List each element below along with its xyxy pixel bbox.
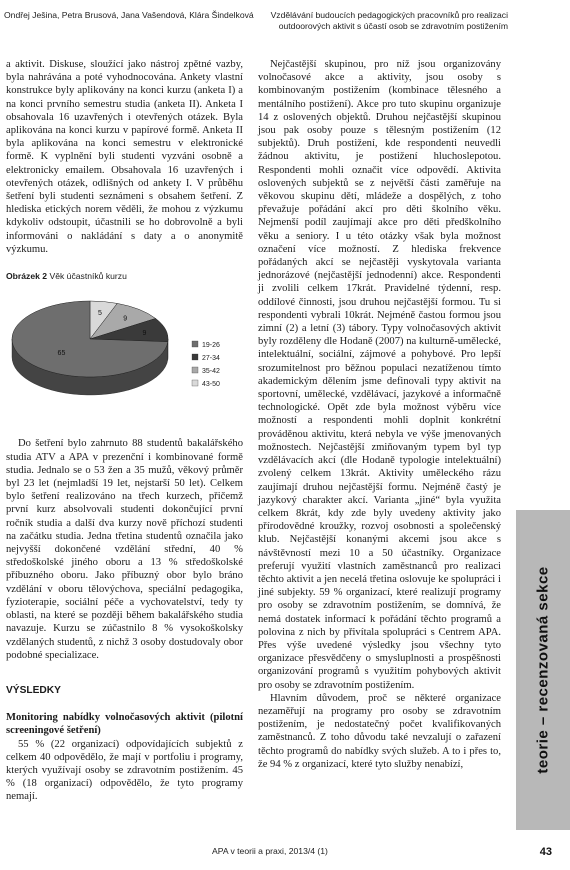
right-paragraph-1: Nejčastější skupinou, pro níž jsou organizovány volnočasové akce a aktivity, jsou osoby s kombinovaným postižením (kombinace tělesného a mentálního postižení). Akce pro tuto skupinu organizuje 14 z oslovených objektů. Druhou nejčastější skupinou jsou pak osoby pouze s tělesným postižením (12 subjektů). Druh postižení, kde respondenti neuvedli žádnou aktivitu, je postižení hluchoslepotou. Respondenti mohli označit více odpovědí. Aktivita oslovených subjektů se z největší části zaměřuje na věkovou skupinu dětí, mládeže a dospělých, z toho převažuje pořádání akcí pro děti školního věku. Nejmenší podíl zaujímají akce pro děti předškolního věku a seniory. I u této otázky však byla možnost označení více možností. Z hlediska frekvence pořádaných akcí se nejčastěji vyskytovala varianta jednorázové (nejčastější jednodenní) akce. Respondenti ji zvolili celkem 17krát. Pravidelné týdenní, resp. oddílové činnosti, jsou druhou nejčastější formou. Tu si respondenti vybrali 10krát. Nejméně častou formou jsou zimní (2) a letní (3) tábory. Typy volnočasových aktivit byly rozděleny dle Hodaně (2007) na kulturně-umělecké, intelektuální, sociální, zájmové a pohybové. Pro lepší srozumitelnost pro běžnou populaci nezatíženou tímto akademickým dělením jsme definovali typy aktivit na sportovní, umělecké, vzdělávací, jazykové a informačně technologické. Opět zde byla možnost výběru více možností a respondenti mohli doplnit konkrétní prováděnou aktivitu, která nebyla ve výše jmenovaných možnostech. Nejčastější zmiňovaným typem byl typ vzdělávacích akcí (dle Hodaně typologie intelektuální) zvolený celkem 13krát. Aktivity uměleckého rázu zaujímají druhou nejčastější formu. Nejméně častý je jazykový charakter akcí. Varianta „jiné“ byla využita celkem 8krát, kdy zde byly uvedeny aktivity jako přírodovědné kroužky, rozvoj osobnosti a společenský klub. Nejčastější konanými akcemi jsou akce s návštěvností mezi 10 a 50 účastníky. Organizace preferují využití vlastních zaměstnanců pro realizaci těchto aktivit a jen necelá třetina oslovuje ke spolupráci i jiné subjekty. 59 % organizací, které realizují programy pro osoby se zdravotním postižením, se domnívá, že nemá dostatek informací k pořádání těchto programů a polovina z nich by přivítala spolupráci s Centrem APA. Přes výše uvedené výsledky jsou všechny tyto organizace přesvědčeny o smysluplnosti a prospěšnosti organizování programů s využitím pohybových aktivit pro osoby se zdravotním postižením. [258,59,501,691]
footer-journal: APA v teorii a praxi, 2013/4 (1) [212,846,328,856]
legend-label-27-34: 27-34 [202,355,220,363]
pie-top-group [12,301,168,377]
right-paragraph-2: Hlavním důvodem, proč se některé organizace nezaměřují na programy pro osoby se zdravotním postižením, je nedostatečný počet kvalifikovaných zaměstnanců. Z toho důvodu také nevzalují o zařazení těchto programů do nabídky svých služeb. A to i přes to, že 94 % z organizací, které tyto služby nenabízí, [258,692,501,770]
age-pie-chart [6,287,243,419]
pie-data-label-43-50: 5 [98,310,102,318]
subheading-monitoring: Monitoring nabídky volnočasových aktivit (pilotní screeningové šetření) [6,712,243,737]
section-heading-results: VÝSLEDKY [6,684,61,696]
running-header-title [268,10,508,32]
figure-title: Věk účastníků kurzu [49,271,127,282]
left-paragraph-1: a aktivit. Diskuse, sloužící jako nástroj zpětné vazby, byla nahrávána a poté vyhodnocována. Ankety vlastní konstrukce byly aplikovány na konci kurzu (anketa I) a na konci prvního semestru studia (anketa II). Anketa I obsahovala 16 uzavřených i otevřených otázek. Byla aplikována na konci kurzu v papírové formě. Anketa II byla aplikována na konci semestru v elektronické formě. K vyplnění byli studenti vyzváni osobně a elektronicky emailem. Obsahovala 16 uzavřených i otevřených otázek, odlišných od ankety I. V průběhu šetření byli studenti seznámeni s obsahem šetření. Z hlediska etických norem věděli, že mohou z výzkumu kdykoliv odstoupit, účastnili se ho dobrovolně a byli informováni o nakládání s daty a o anonymitě výzkumu. [6,59,243,255]
right-column [258,58,501,771]
pie-legend-group [192,341,220,388]
legend-label-43-50: 43-50 [202,381,220,389]
page-number: 43 [539,846,552,858]
left-column [6,58,243,804]
running-header-authors: Ondřej Ješina, Petra Brusová, Jana Vašendová, Klára Šindelková [4,10,254,20]
sidebar-label: teorie – recenzovaná sekce [534,566,552,774]
section-sidebar [516,510,570,830]
running-header-title-line2: outdoorových aktivit s účastí osob se zdravotním postižením [278,21,508,31]
legend-label-35-42: 35-42 [202,368,220,376]
legend-swatch-43-50 [192,380,198,386]
legend-label-19-26: 19-26 [202,342,220,350]
legend-swatch-27-34 [192,354,198,360]
pie-data-label-27-34: 9 [142,330,147,338]
legend-swatch-35-42 [192,367,198,373]
left-paragraph-2: Do šetření bylo zahrnuto 88 studentů bakalářského studia ATV a APA v prezenční i kombinované formě studia. Jednalo se o 53 žen a 35 mužů, věkový průměr byl 23 let (nejmladší 19 let, nejstarší 50 let). Celkem bylo šetření realizováno na třech kurzech, přičemž první kurz absolvovali studenti dokončující první ročník studia a další dva kurzy nově příchozí studenti na začátku studia. Jedna třetina studentů označila jako nejvyšší dokončené vzdělání střední, 40 % středoškolské jiného oboru a 13 % středoškolské příbuzného oboru. Jako příbuzný obor bylo bráno vzdělání v oboru tělovýchova, speciální pedagogika, fyzioterapie, sociální péče a vychovatelství, tedy ty oblasti, na které se později během bakalářského studia navazuje. Kurzu se zúčastnilo 8 % vysokoškolsky vzdělaných studentů, z nichž 3 osoby dostudovaly obor podobné specializace. [6,438,243,661]
running-header-title-line1: Vzdělávání budoucích pedagogických pracovníků pro realizaci [270,10,508,20]
legend-swatch-19-26 [192,341,198,347]
left-paragraph-3: 55 % (22 organizací) odpovídajících subjektů z celkem 40 odpovědělo, že mají v portfoliu i programy, kterých využívají osoby se zdravotním postižením. 45 % (18 organizací) odpovědělo, že tyto programy nemají. [6,738,243,803]
pie-data-label-35-42: 9 [123,315,128,323]
pie-data-label-19-26: 65 [57,350,66,358]
figure-label: Obrázek 2 [6,271,48,282]
figure-caption [6,270,243,283]
